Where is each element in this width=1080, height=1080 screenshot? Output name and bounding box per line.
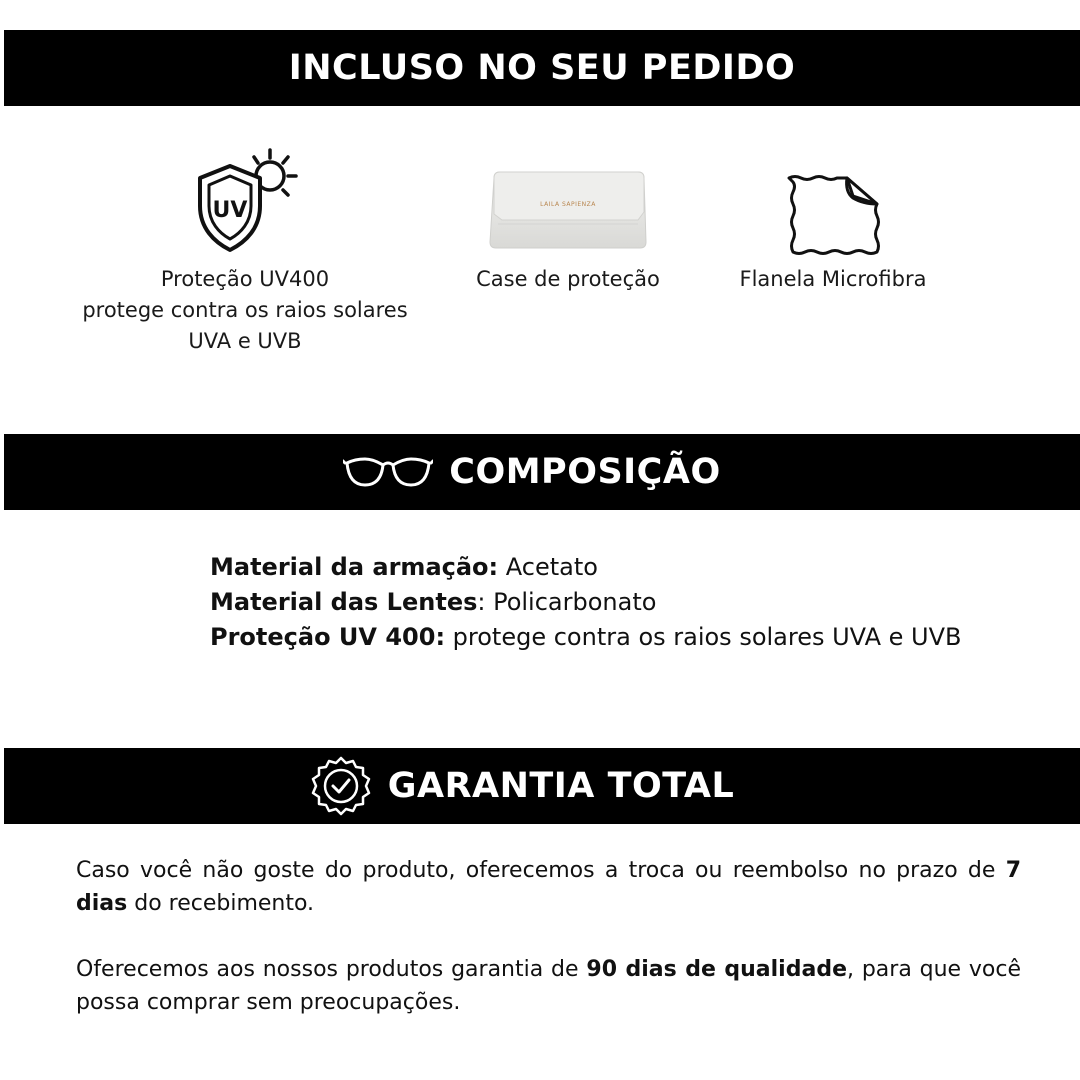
glasses-case-image: [488, 166, 648, 256]
included-banner: [4, 30, 1080, 106]
cloth-label-line-1: Flanela Microfibra: [739, 267, 927, 291]
spec-key: Material das Lentes: [210, 588, 478, 616]
uv-protection-line-3: UVA e UVB: [188, 329, 302, 353]
spec-key: Material da armação:: [210, 553, 499, 581]
warranty-p1-highlight: 7 dias: [76, 858, 1021, 916]
spec-value: protege contra os raios solares UVA e UVB: [445, 623, 962, 651]
spec-key: Proteção UV 400:: [210, 623, 446, 651]
included-title: INCLUSO NO SEU PEDIDO: [288, 48, 796, 88]
case-brand-text: LAILA SAPIENZA: [540, 201, 596, 208]
cloth-label: [668, 264, 998, 295]
spec-row-lenses: [210, 585, 961, 620]
uv-protection-line-1: Proteção UV400: [160, 267, 330, 291]
uv-protection-line-2: protege contra os raios solares: [82, 298, 408, 322]
included-item-cloth: [668, 124, 998, 295]
warranty-p2-highlight: 90 dias de qualidade: [586, 957, 847, 982]
spec-value: Acetato: [498, 553, 598, 581]
included-item-uv-protection: [80, 124, 410, 357]
warranty-title: GARANTIA TOTAL: [387, 766, 735, 806]
warranty-banner: [4, 748, 1080, 824]
check-seal-icon: [310, 755, 372, 817]
spec-row-uv: [210, 620, 961, 655]
spec-row-frame: [210, 550, 961, 585]
composition-title: COMPOSIÇÃO: [449, 452, 721, 492]
warranty-paragraph-exchange: [76, 854, 1021, 920]
composition-banner: [4, 434, 1080, 510]
warranty-p2-text-end: , para que você possa comprar sem preocupações.: [76, 957, 1022, 1015]
case-label-line-1: Case de proteção: [476, 267, 660, 291]
uv-badge-text: UV: [212, 198, 248, 223]
composition-spec-list: [210, 550, 961, 655]
warranty-p1-text-end: do recebimento.: [127, 891, 315, 916]
glasses-icon: [343, 455, 433, 489]
uv-shield-sun-icon: [190, 144, 300, 256]
uv-protection-label: [80, 264, 410, 357]
warranty-p1-text: Caso você não goste do produto, oferecemos a troca ou reembolso no prazo de: [76, 858, 1006, 883]
microfiber-cloth-icon: [783, 170, 883, 256]
warranty-paragraph-quality: [76, 953, 1021, 1019]
warranty-p2-text: Oferecemos aos nossos produtos garantia de: [76, 957, 587, 982]
spec-value: : Policarbonato: [477, 588, 657, 616]
